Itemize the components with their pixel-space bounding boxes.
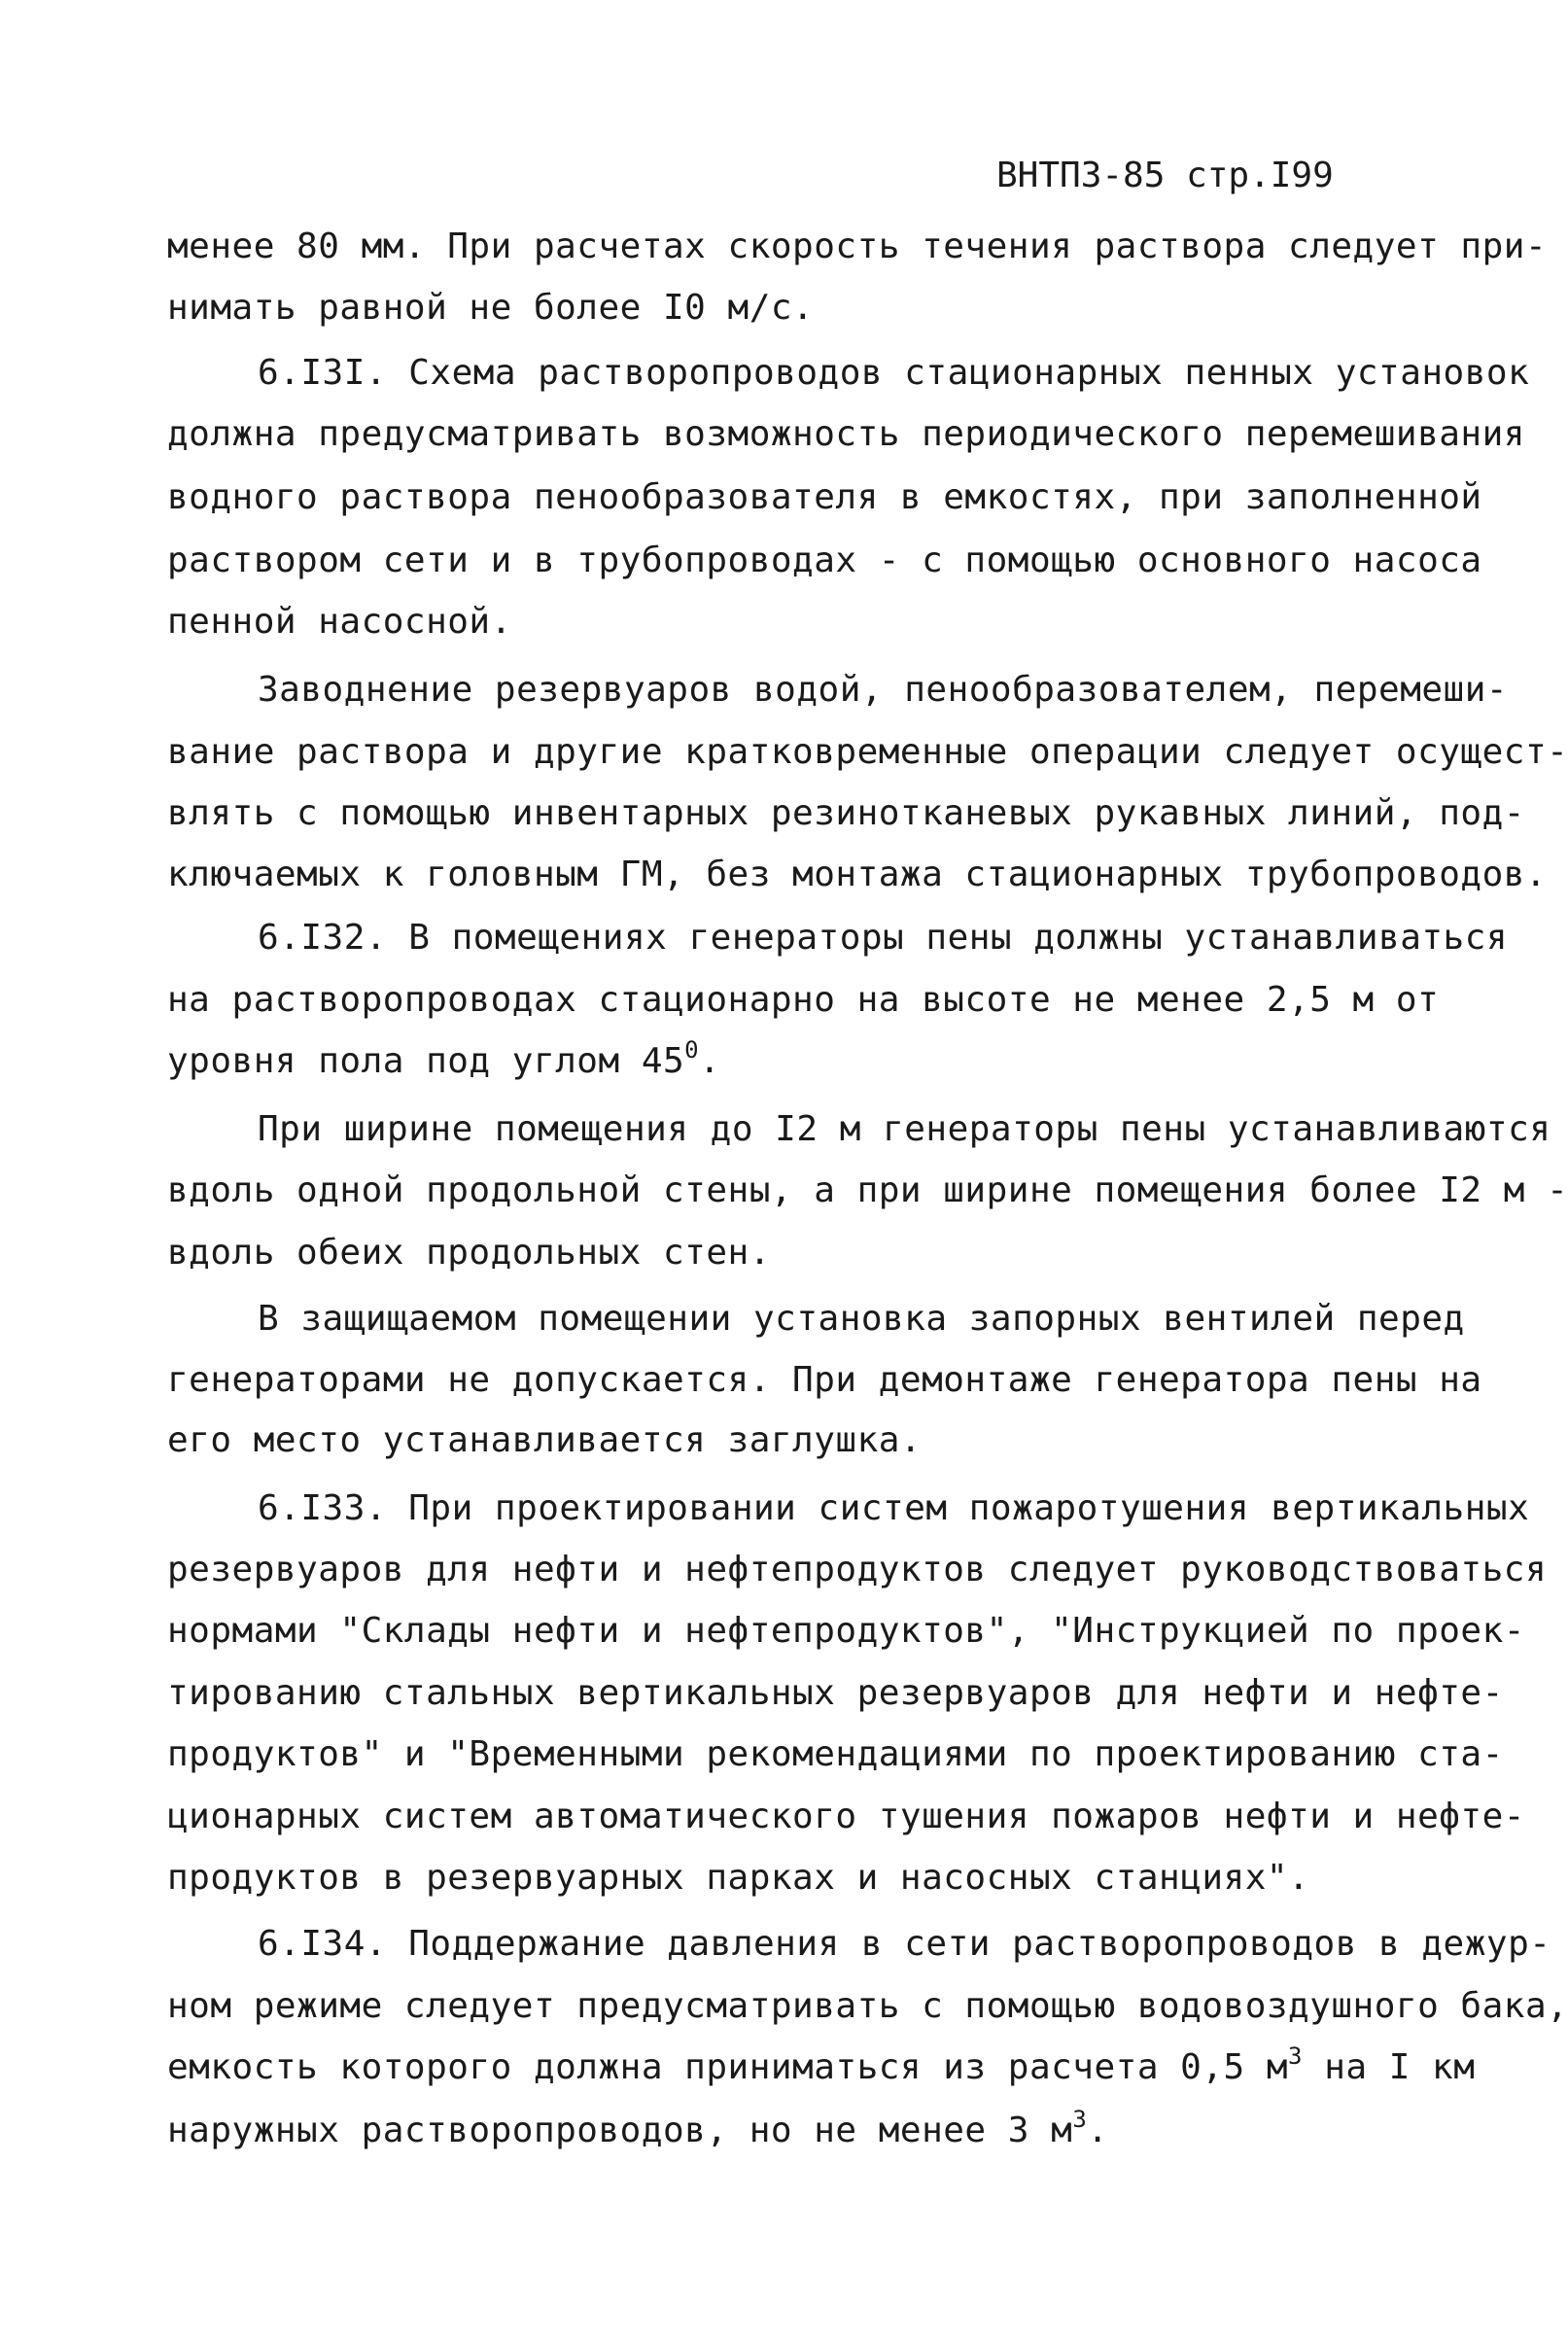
text-line: раствором сети и в трубопроводах - с помощью основного насоса	[167, 541, 1482, 580]
text-line: влять с помощью инвентарных резинотканевых рукавных линий, под-	[167, 793, 1525, 833]
text-line: водного раствора пенообразователя в емкостях, при заполненной	[167, 477, 1482, 517]
text-line: генераторами не допускается. При демонтаже генератора пены на	[167, 1360, 1482, 1400]
text-line: менее 80 мм. При расчетах скорость течения раствора следует при-	[167, 227, 1548, 266]
text-line: При ширине помещения до I2 м генераторы пены устанавливаются	[258, 1109, 1551, 1149]
page-header: ВНТПЗ-85 стр.I99	[996, 156, 1334, 195]
text-line: резервуаров для нефти и нефтепродуктов следует руководствоваться	[167, 1550, 1548, 1589]
text-line: Заводнение резервуаров водой, пенообразователем, перемеши-	[258, 670, 1509, 710]
text-line: тированию стальных вертикальных резервуаров для нефти и нефте-	[167, 1673, 1504, 1713]
text-line: должна предусматривать возможность периодического перемешивания	[167, 414, 1525, 454]
text-line: продуктов" и "Временными рекомендациями по проектированию ста-	[167, 1734, 1504, 1774]
paragraph-6-131: 6.I3I. Схема растворопроводов стационарных пенных установок	[258, 353, 1530, 393]
text-line: продуктов в резервуарных парках и насосных станциях".	[167, 1858, 1310, 1898]
text-line: В защищаемом помещении установка запорных вентилей перед	[258, 1299, 1465, 1339]
text-line: пенной насосной.	[167, 602, 512, 642]
text-line: уровня пола под углом $45^0$.	[167, 1036, 721, 1081]
text-line: нормами "Склады нефти и нефтепродуктов", "Инструкцией по проек-	[167, 1611, 1525, 1651]
paragraph-6-132: 6.I32. В помещениях генераторы пены должны устанавливаться	[258, 918, 1509, 958]
paragraph-6-133: 6.I33. При проектировании систем пожаротушения вертикальных	[258, 1488, 1530, 1528]
text-line: ключаемых к головным ГМ, без монтажа стационарных трубопроводов.	[167, 855, 1548, 894]
text-line: наружных растворопроводов, но не менее 3 $м^3$.	[167, 2106, 1109, 2150]
text-line: ном режиме следует предусматривать с помощью водовоздушного бака,	[167, 1986, 1568, 2026]
text-line: вдоль обеих продольных стен.	[167, 1233, 771, 1273]
text-line: вдоль одной продольной стены, а при ширине помещения более I2 м -	[167, 1170, 1568, 1210]
text-line: ционарных систем автоматического тушения пожаров нефти и нефте-	[167, 1797, 1525, 1836]
text-line: на растворопроводах стационарно на высоте не менее 2,5 м от	[167, 980, 1440, 1020]
text-line: его место устанавливается заглушка.	[167, 1420, 923, 1460]
paragraph-6-134: 6.I34. Поддержание давления в сети растворопроводов в дежур-	[258, 1924, 1551, 1964]
text-line: вание раствора и другие кратковременные операции следует осущест-	[167, 732, 1568, 772]
text-line: нимать равной не более I0 м/с.	[167, 288, 815, 328]
text-line: емкость которого должна приниматься из расчета 0,5 $м^3$ на I км	[167, 2042, 1476, 2087]
